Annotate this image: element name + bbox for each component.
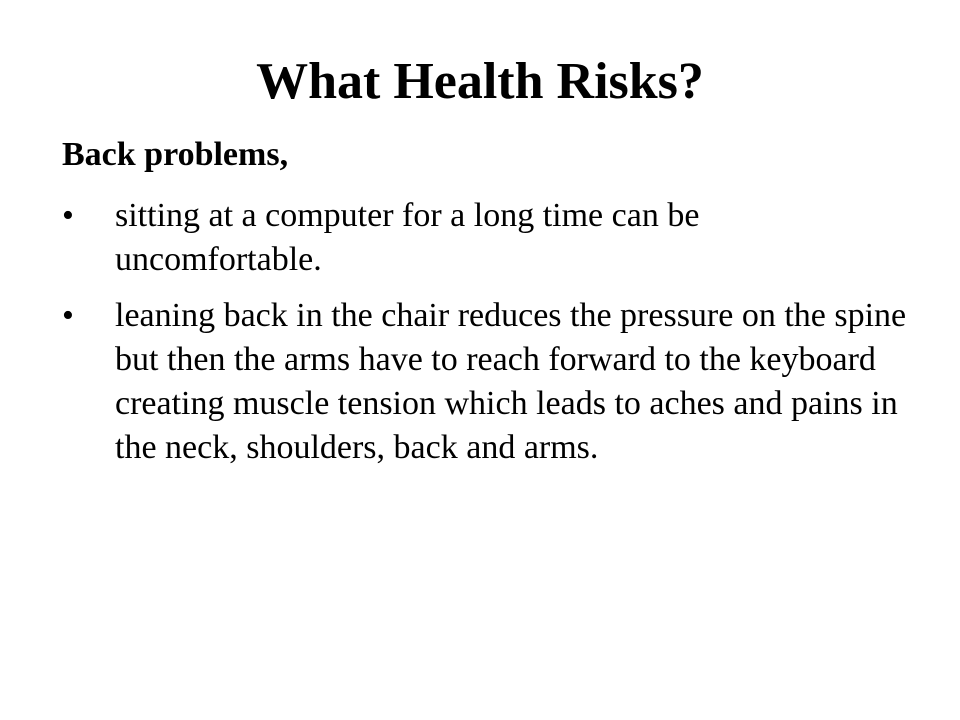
slide-subheading: Back problems, [62,136,289,173]
bullet-icon: • [62,197,74,234]
bullet-item [62,194,912,282]
bullet-list [62,194,912,482]
bullet-icon: • [62,297,74,334]
bullet-text: leaning back in the chair reduces the pressure on the spine but then the arms have to reach forward to the keyboard creating muscle tension which leads to aches and pains in the neck, shoulders, back and arms. [115,297,907,466]
bullet-text: sitting at a computer for a long time can be uncomfortable. [115,197,700,278]
bullet-item [62,294,912,470]
slide-title: What Health Risks? [256,53,704,110]
